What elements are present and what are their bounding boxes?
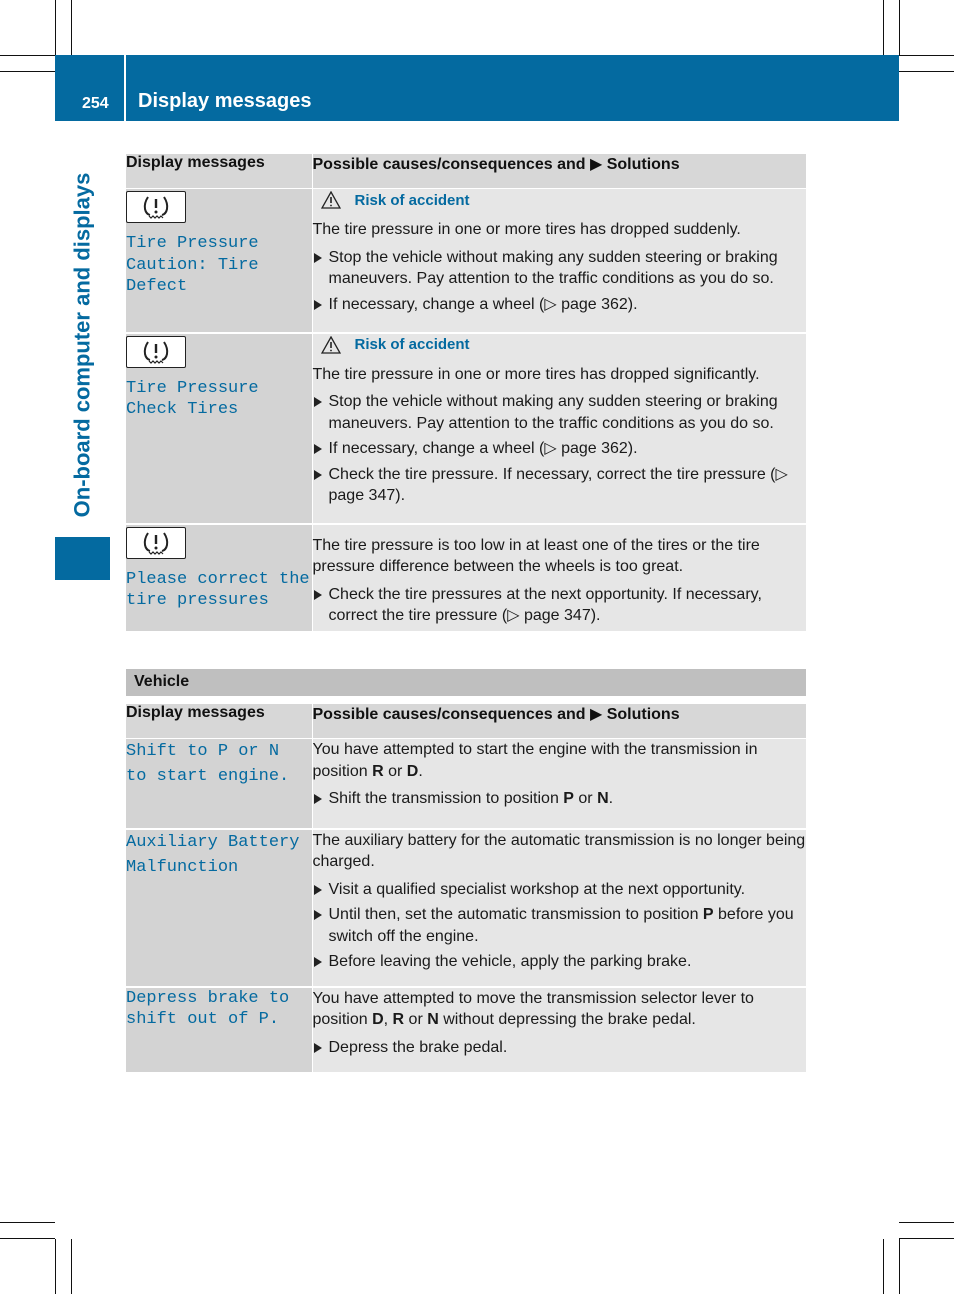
- display-messages-table-vehicle: [126, 704, 806, 1074]
- risk-warning: [321, 191, 807, 209]
- table-header-row: [126, 154, 806, 189]
- chapter-title: On-board computer and displays: [69, 172, 95, 518]
- description: The tire pressure in one or more tires has dropped suddenly.: [312, 221, 741, 238]
- crop-mark: [0, 55, 55, 56]
- crop-mark: [899, 1238, 954, 1239]
- description: [313, 739, 807, 782]
- position-code: N: [597, 790, 609, 807]
- position-code: D: [372, 1011, 384, 1028]
- position-code: N: [427, 1011, 439, 1028]
- table-row: [126, 333, 806, 524]
- table-row: [126, 189, 806, 333]
- description: The tire pressure in one or more tires has dropped significantly.: [312, 365, 760, 383]
- crop-mark: [71, 1239, 72, 1294]
- solution-steps: [313, 1037, 807, 1059]
- solution-step: Depress the brake pedal.: [313, 1037, 807, 1059]
- display-message-cell: [126, 987, 312, 1073]
- crop-mark: [0, 1222, 55, 1223]
- display-message-cell: [126, 739, 312, 829]
- crop-mark: [71, 0, 72, 55]
- display-message-cell: [126, 189, 312, 333]
- section-heading: [126, 669, 806, 696]
- description-text: You have attempted to move the transmission selector lever to position: [312, 989, 754, 1028]
- solution-step: [313, 788, 807, 810]
- step-text: Shift the transmission to position: [328, 790, 564, 807]
- crop-mark: [55, 0, 56, 55]
- section-title: Vehicle: [134, 673, 190, 690]
- crop-mark: [899, 71, 954, 72]
- position-code: P: [702, 906, 714, 923]
- display-messages-table-tires: [126, 154, 806, 633]
- solution-step: If necessary, change a wheel (▷ page 362).: [313, 438, 807, 460]
- crop-mark: [883, 1239, 884, 1294]
- warning-triangle-icon: [321, 191, 341, 209]
- display-message-text: Please correct the tire pressures: [126, 569, 310, 610]
- warning-label: Risk of accident: [354, 191, 470, 209]
- display-message-text: Shift to P or N to start engine.: [126, 742, 290, 786]
- tire-pressure-warning-icon: [126, 336, 186, 368]
- chapter-tab-marker: [55, 537, 110, 580]
- crop-mark: [883, 0, 884, 55]
- crop-mark: [899, 1222, 954, 1223]
- solution-step: Check the tire pressures at the next opportunity. If necessary, correct the tire pressure (▷ page 347).: [313, 584, 807, 627]
- column-header-display-messages: Display messages: [126, 154, 312, 189]
- description: The auxiliary battery for the automatic transmission is no longer being charged.: [312, 831, 806, 870]
- causes-solutions-cell: [312, 189, 806, 333]
- causes-solutions-cell: [312, 524, 806, 632]
- causes-solutions-cell: [312, 987, 806, 1073]
- crop-mark: [0, 1238, 55, 1239]
- crop-mark: [55, 1239, 56, 1294]
- table-header-row: [126, 704, 806, 739]
- solution-steps: [313, 391, 807, 507]
- position-code: R: [372, 762, 384, 780]
- display-message-text: Auxiliary Battery Malfunction: [126, 832, 300, 877]
- description-text: without depressing the brake pedal.: [438, 1011, 696, 1028]
- tire-pressure-warning-icon: [126, 191, 186, 223]
- solution-step: [313, 904, 807, 947]
- solution-step: If necessary, change a wheel (▷ page 362).: [313, 294, 807, 316]
- page-title: Display messages: [138, 90, 312, 112]
- step-text: or: [573, 790, 598, 807]
- causes-solutions-cell: [312, 829, 806, 987]
- description-text: You have attempted to start the engine with the transmission in position: [312, 741, 758, 780]
- display-message-cell: [126, 829, 312, 987]
- page-number: 254: [82, 95, 109, 112]
- description-text: ,: [383, 1011, 393, 1028]
- crop-mark: [899, 55, 954, 56]
- crop-mark: [899, 1239, 900, 1294]
- solution-step: Stop the vehicle without making any sudden steering or braking maneuvers. Pay attention to the traffic conditions as you do so.: [313, 247, 807, 290]
- display-message-text: Tire Pressure Check Tires: [126, 378, 259, 419]
- position-code: D: [406, 762, 419, 780]
- step-text: .: [608, 790, 614, 807]
- table-row: [126, 524, 806, 632]
- header-divider: [124, 55, 126, 121]
- solution-steps: [313, 879, 807, 973]
- solution-steps: [313, 247, 807, 316]
- column-header-display-messages: Display messages: [126, 704, 312, 739]
- description-text: or: [404, 1011, 428, 1028]
- step-text: before you switch off the engine.: [328, 906, 794, 945]
- warning-triangle-icon: [321, 336, 341, 354]
- crop-mark: [899, 0, 900, 55]
- crop-mark: [0, 71, 55, 72]
- description: The tire pressure is too low in at least one of the tires or the tire pressure difference between the wheels is too great.: [312, 536, 760, 575]
- display-message-cell: [126, 524, 312, 632]
- risk-warning: [321, 336, 807, 354]
- column-header-causes-solutions: Possible causes/consequences and ▶ Solutions: [312, 154, 806, 189]
- causes-solutions-cell: [312, 739, 806, 829]
- solution-steps: [313, 788, 807, 810]
- display-message-text: Depress brake to shift out of P.: [126, 988, 290, 1029]
- display-message-cell: [126, 333, 312, 524]
- solution-step: Check the tire pressure. If necessary, correct the tire pressure (▷ page 347).: [313, 464, 807, 507]
- position-code: P: [563, 790, 574, 807]
- table-row: [126, 829, 806, 987]
- column-header-causes-solutions: Possible causes/consequences and ▶ Solutions: [312, 704, 806, 739]
- warning-label: Risk of accident: [354, 336, 470, 353]
- step-text: Until then, set the automatic transmission to position: [328, 906, 703, 923]
- description-text: .: [418, 762, 423, 780]
- description: [313, 988, 807, 1031]
- tire-pressure-warning-icon: [126, 527, 186, 559]
- causes-solutions-cell: [312, 333, 806, 524]
- solution-steps: [313, 584, 807, 627]
- table-row: [126, 739, 806, 829]
- description-text: or: [383, 762, 407, 780]
- position-code: R: [392, 1011, 405, 1028]
- solution-step: Stop the vehicle without making any sudden steering or braking maneuvers. Pay attention to the traffic conditions as you do so.: [313, 391, 807, 434]
- table-row: [126, 987, 806, 1073]
- solution-step: Before leaving the vehicle, apply the parking brake.: [313, 951, 807, 973]
- chapter-tab: [55, 160, 110, 530]
- solution-step: Visit a qualified specialist workshop at the next opportunity.: [313, 879, 807, 901]
- display-message-text: Tire Pressure Caution: Tire Defect: [126, 234, 259, 296]
